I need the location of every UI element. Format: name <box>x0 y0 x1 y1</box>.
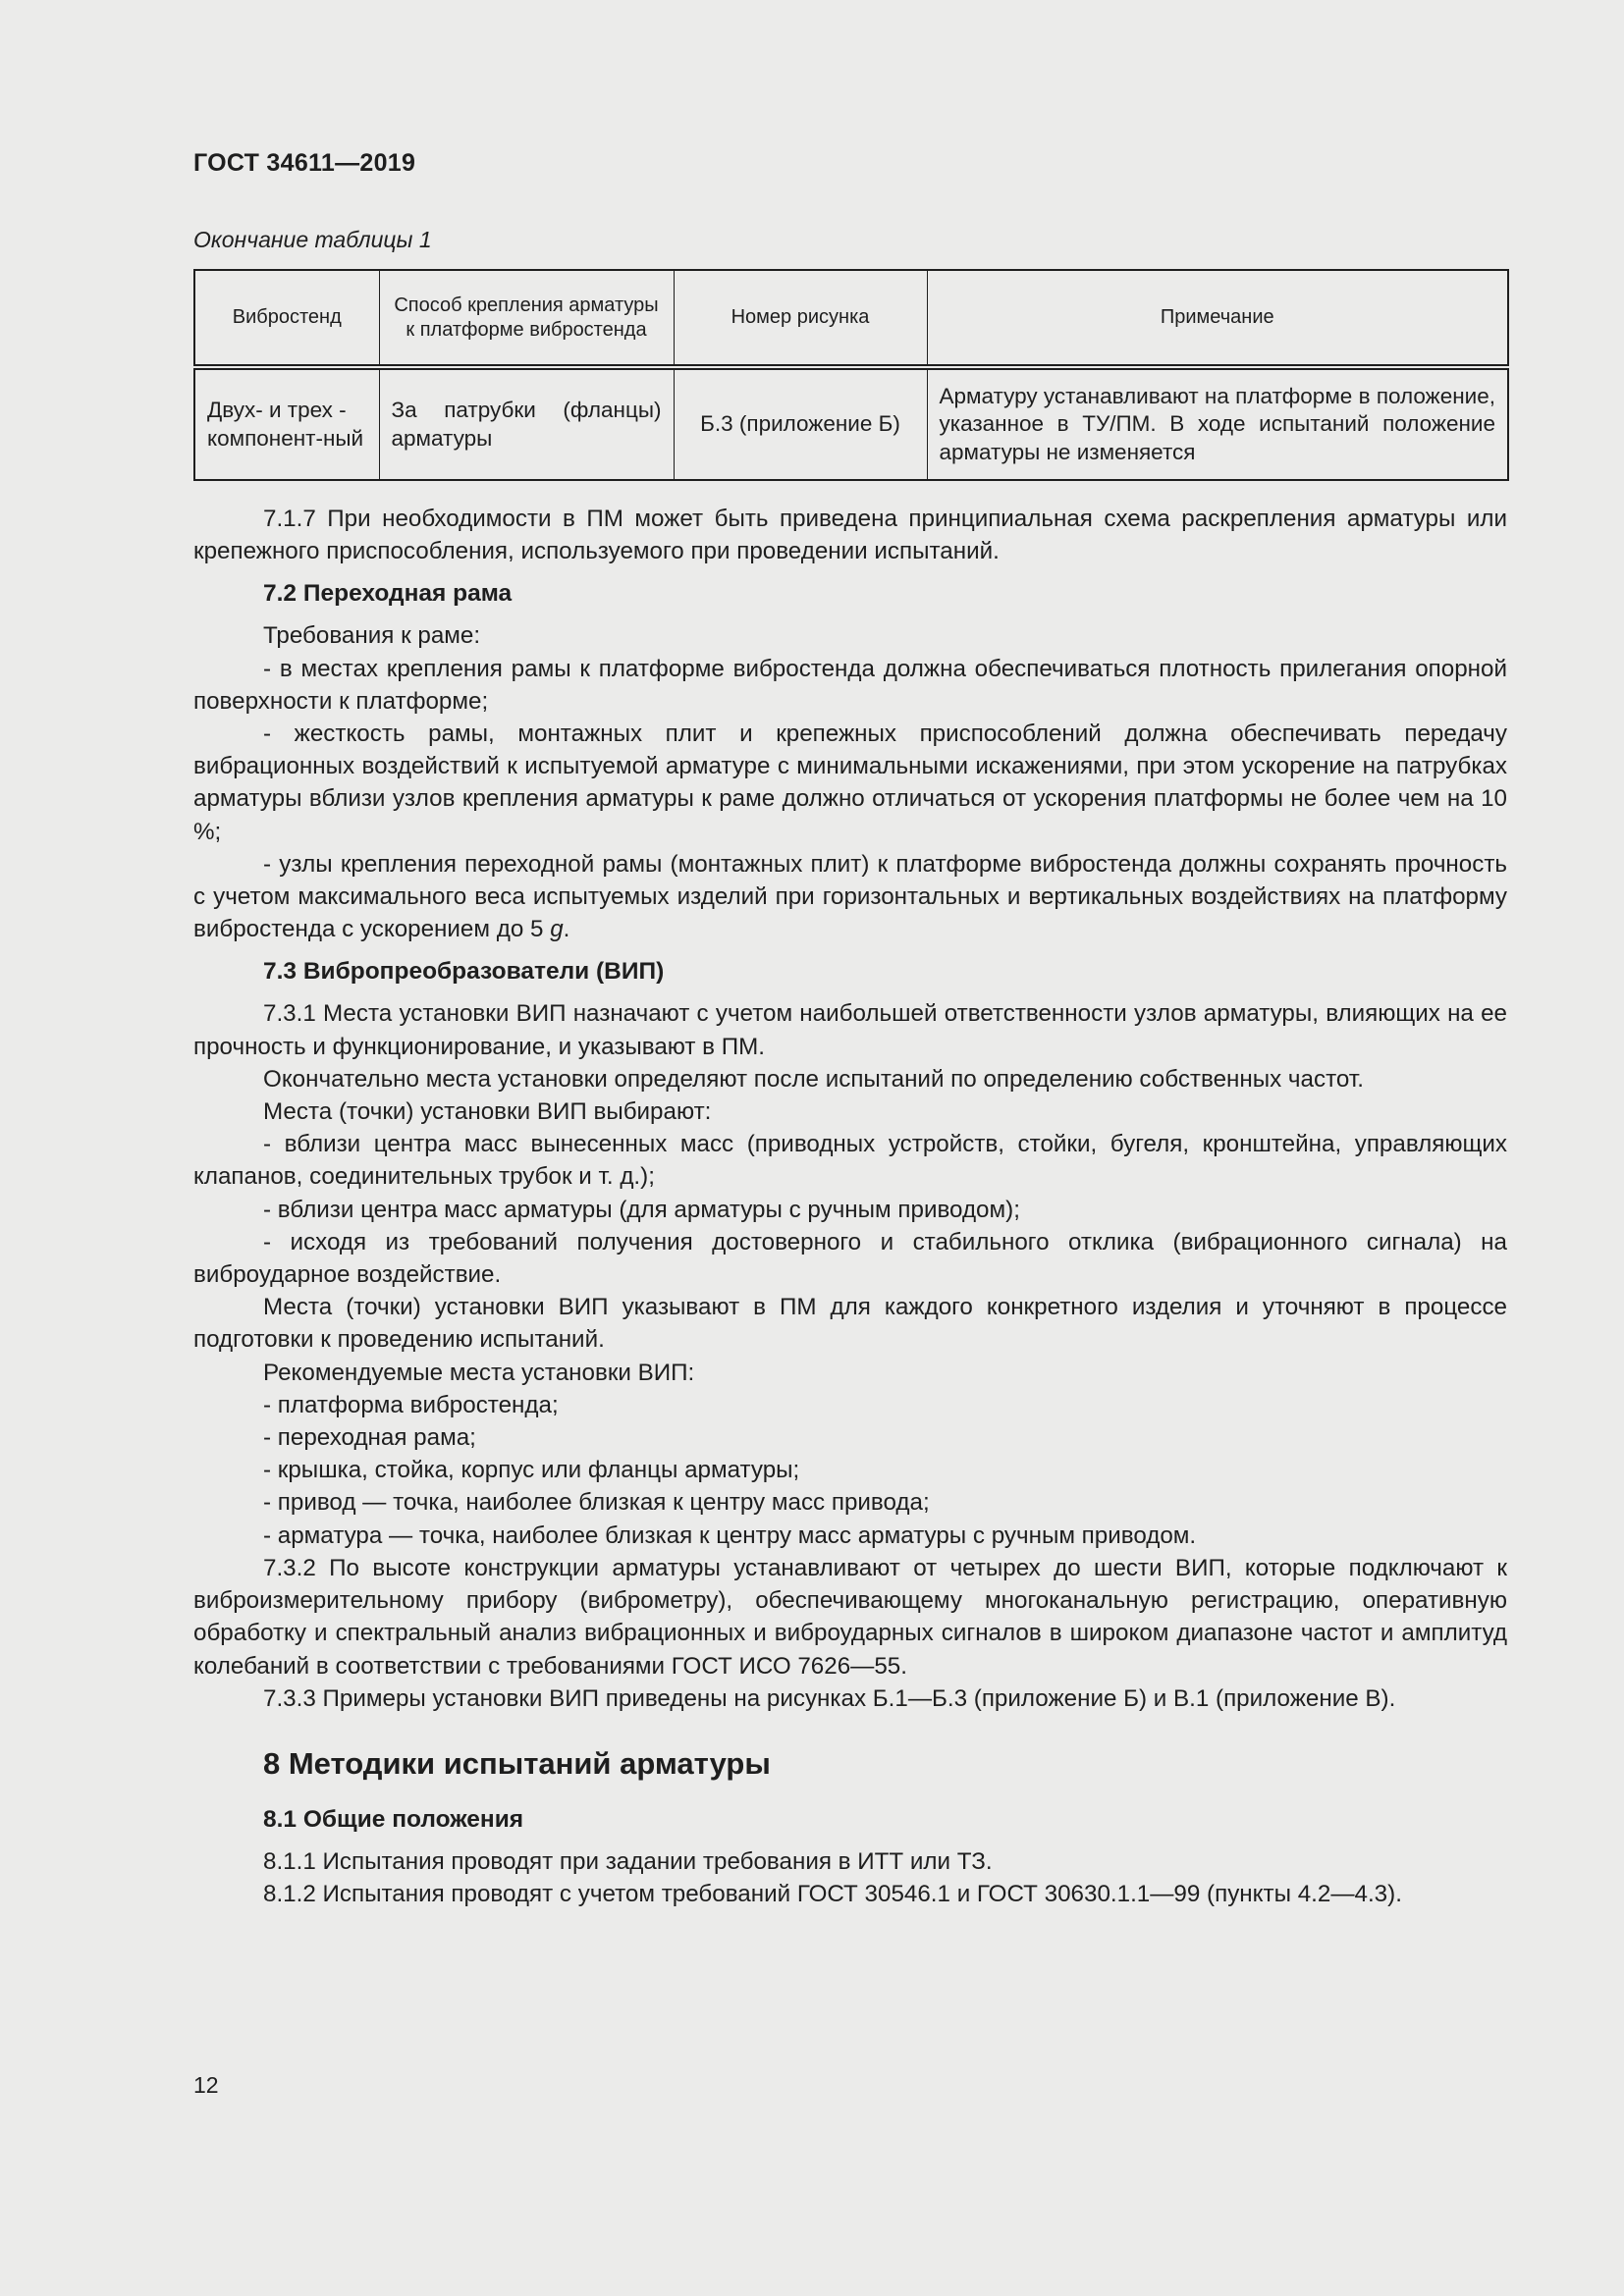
table-header-cell: Вибростенд <box>194 270 379 367</box>
list-item: - исходя из требований получения достоверного и стабильного отклика (вибрационного сигнала) на виброударное воздействие. <box>193 1228 1507 1289</box>
paragraph-7-3-2: 7.3.2 По высоте конструкции арматуры устанавливают от четырех до шести ВИП, которые подключают к виброизмерительному прибору (виброметру), обеспечивающему многоканальную регистрацию, оперативную обработку и спектральный анализ вибрационных и виброударных сигналов в широком диапазоне частот и амплитуд колебаний в соответствии с требованиями ГОСТ ИСО 7626—55. <box>193 1554 1507 1680</box>
spec-table <box>193 269 1509 481</box>
list-item: - платформа вибростенда; <box>263 1391 559 1418</box>
table-cell: Арматуру устанавливают на платформе в положение, указанное в ТУ/ПМ. В ходе испытаний положение арматуры не изменяется <box>927 367 1508 480</box>
section-heading-7-2: 7.2 Переходная рама <box>263 580 513 608</box>
paragraph-7-1-7: 7.1.7 При необходимости в ПМ может быть приведена принципиальная схема раскрепления арматуры или крепежного приспособления, используемого при проведении испытаний. <box>193 506 1507 565</box>
document-id: ГОСТ 34611—2019 <box>193 149 416 177</box>
paragraph-7-3-1: 7.3.1 Места установки ВИП назначают с учетом наибольшей ответственности узлов арматуры, влияющих на ее прочность и функционирование, и указывают в ПМ. <box>193 1000 1507 1060</box>
list-item: - вблизи центра масс вынесенных масс (приводных устройств, стойки, бугеля, кронштейна, управляющих клапанов, соединительных трубок и т. д.); <box>193 1131 1507 1191</box>
list-item: - переходная рама; <box>263 1424 476 1452</box>
table-cell: Двух- и трех - компонент-ный <box>194 367 379 480</box>
list-item: - арматура — точка, наиболее близкая к центру масс арматуры с ручным приводом. <box>263 1522 1197 1549</box>
section-heading-7-3: 7.3 Вибропреобразователи (ВИП) <box>263 958 665 986</box>
section-heading-8: 8 Методики испытаний арматуры <box>263 1745 771 1781</box>
punctuation: . <box>563 916 570 943</box>
paragraph: Места (точки) установки ВИП указывают в ПМ для каждого конкретного изделия и уточняют в процессе подготовки к проведению испытаний. <box>193 1294 1507 1354</box>
paragraph-8-1-1: 8.1.1 Испытания проводят при задании требования в ИТТ или ТЗ. <box>263 1847 993 1875</box>
table-header-cell: Номер рисунка <box>674 270 927 367</box>
list-item: - вблизи центра масс арматуры (для арматуры с ручным приводом); <box>263 1196 1020 1223</box>
table-header-cell: Способ крепления арматуры к платформе вибростенда <box>379 270 674 367</box>
list-item <box>193 848 1507 946</box>
section-heading-8-1: 8.1 Общие положения <box>263 1805 524 1833</box>
body-text <box>193 503 1507 1910</box>
table-header-row <box>194 270 1508 367</box>
list-item: - крышка, стойка, корпус или фланцы арматуры; <box>263 1457 800 1484</box>
list-item: - привод — точка, наиболее близкая к центру масс привода; <box>263 1489 930 1517</box>
table-cell: За патрубки (фланцы) арматуры <box>379 367 674 480</box>
list-item: - жесткость рамы, монтажных плит и крепежных приспособлений должна обеспечивать передачу вибрационных воздействий к испытуемой арматуре с минимальными искажениями, при этом ускорение на патрубках арматуры вблизи узлов крепления арматуры к раме должно отличаться от ускорения платформы не более чем на 10 %; <box>193 721 1507 845</box>
paragraph-7-3-3: 7.3.3 Примеры установки ВИП приведены на рисунках Б.1—Б.3 (приложение Б) и В.1 (приложение В). <box>263 1684 1396 1712</box>
paragraph: Требования к раме: <box>263 622 481 650</box>
page-number: 12 <box>193 2072 219 2098</box>
table-row <box>194 367 1508 480</box>
gravity-symbol: g <box>550 916 564 943</box>
table-caption: Окончание таблицы 1 <box>193 227 432 252</box>
list-item: - в местах крепления рамы к платформе вибростенда должна обеспечиваться плотность прилегания опорной поверхности к платформе; <box>193 655 1507 715</box>
paragraph-8-1-2: 8.1.2 Испытания проводят с учетом требований ГОСТ 30546.1 и ГОСТ 30630.1.1—99 (пункты 4.2—4.3). <box>263 1881 1402 1908</box>
list-item-text: - узлы крепления переходной рамы (монтажных плит) к платформе вибростенда должны сохранять прочность с учетом максимального веса испытуемых изделий при горизонтальных и вертикальных воздействиях на платформу вибростенда с ускорением до 5 <box>193 850 1507 943</box>
paragraph: Рекомендуемые места установки ВИП: <box>263 1359 695 1386</box>
paragraph: Окончательно места установки определяют после испытаний по определению собственных частот. <box>263 1065 1364 1093</box>
table-cell: Б.3 (приложение Б) <box>674 367 927 480</box>
paragraph: Места (точки) установки ВИП выбирают: <box>263 1098 712 1126</box>
table-header-cell: Примечание <box>927 270 1508 367</box>
